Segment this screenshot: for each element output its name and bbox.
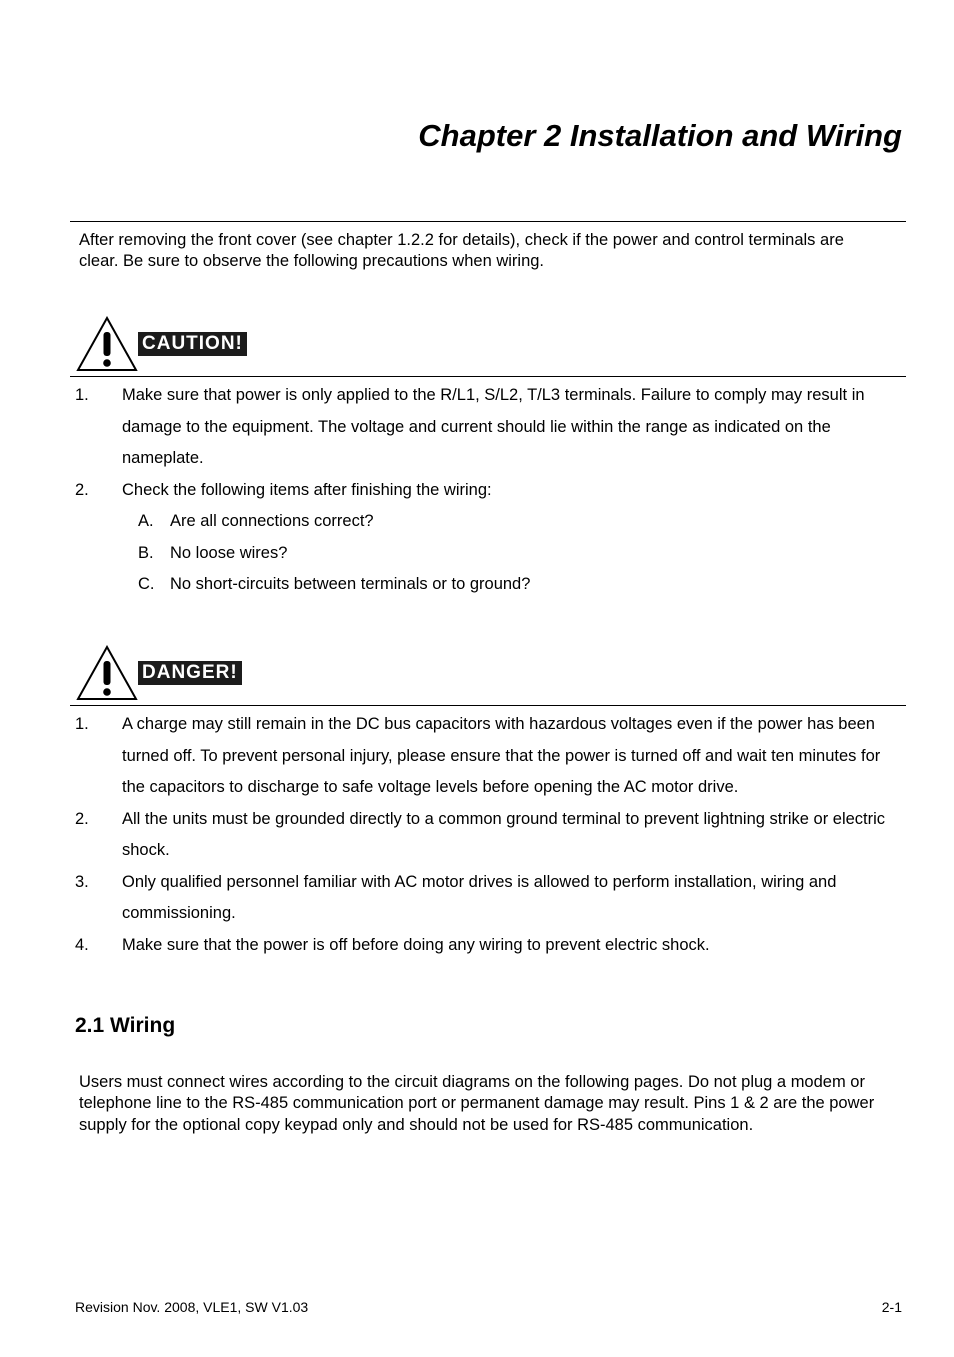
list-item xyxy=(75,475,905,601)
danger-list xyxy=(75,709,905,961)
wiring-paragraph: Users must connect wires according to the circuit diagrams on the following pages. Do not plug a modem or telephone line to the RS-485 communication port or permanent damage may result. Pins 1 & 2 are the power supply for the optional copy keypad only and should not be used for RS-485 communication. xyxy=(79,1073,875,1134)
list-item xyxy=(75,930,905,962)
divider xyxy=(70,376,906,377)
section-title: 2.1 Wiring xyxy=(75,1014,176,1037)
divider xyxy=(70,705,906,706)
item-number: 4. xyxy=(75,935,89,954)
list-item xyxy=(75,380,905,475)
item-text: Check the following items after finishing the wiring: xyxy=(122,480,492,499)
sub-item xyxy=(138,538,905,570)
divider xyxy=(70,221,906,222)
item-text: Only qualified personnel familiar with AC motor drives is allowed to perform installation, wiring and commissioning. xyxy=(122,872,837,922)
item-number: 1. xyxy=(75,715,89,733)
sub-item-text: No short-circuits between terminals or to ground? xyxy=(170,575,531,593)
item-text: Make sure that the power is off before doing any wiring to prevent electric shock. xyxy=(122,935,710,954)
item-number: 2. xyxy=(75,809,89,828)
sub-item xyxy=(138,506,905,538)
item-text: All the units must be grounded directly to a common ground terminal to prevent lightning strike or electric shock. xyxy=(122,809,886,859)
list-item xyxy=(75,867,905,930)
item-number: 1. xyxy=(75,386,89,404)
danger-header xyxy=(76,645,476,701)
sub-item-letter: A. xyxy=(138,512,154,530)
sub-item-letter: C. xyxy=(138,575,155,593)
page-number: 2-1 xyxy=(881,1299,902,1315)
item-number: 2. xyxy=(75,480,89,499)
item-text: A charge may still remain in the DC bus capacitors with hazardous voltages even if the power has been turned off. To prevent personal injury, please ensure that the power is turned off and wait ten minutes for the capacitors to discharge to safe voltage levels before opening the AC motor drive. xyxy=(122,715,881,796)
sub-item-letter: B. xyxy=(138,543,154,562)
chapter-title: Chapter 2 Installation and Wiring xyxy=(418,118,902,153)
list-item xyxy=(75,804,905,867)
sub-item xyxy=(138,569,905,601)
item-text: Make sure that power is only applied to the R/L1, S/L2, T/L3 terminals. Failure to comply may result in damage to the equipment. The voltage and current should lie within the range as indicated on the nameplate. xyxy=(122,386,865,467)
caution-badge: CAUTION! xyxy=(138,332,247,356)
warning-triangle-icon xyxy=(76,316,138,372)
intro-paragraph: After removing the front cover (see chapter 1.2.2 for details), check if the power and control terminals are clear. Be sure to observe the following precautions when wiring. xyxy=(79,231,844,270)
item-number: 3. xyxy=(75,872,89,891)
danger-badge: DANGER! xyxy=(138,661,242,685)
sub-item-text: No loose wires? xyxy=(170,543,288,562)
sub-item-text: Are all connections correct? xyxy=(170,512,374,530)
caution-list xyxy=(75,380,905,601)
footer-revision: Revision Nov. 2008, VLE1, SW V1.03 xyxy=(75,1299,309,1315)
caution-header xyxy=(76,316,476,372)
warning-triangle-icon xyxy=(76,645,138,701)
checklist xyxy=(122,506,905,601)
list-item xyxy=(75,709,905,804)
